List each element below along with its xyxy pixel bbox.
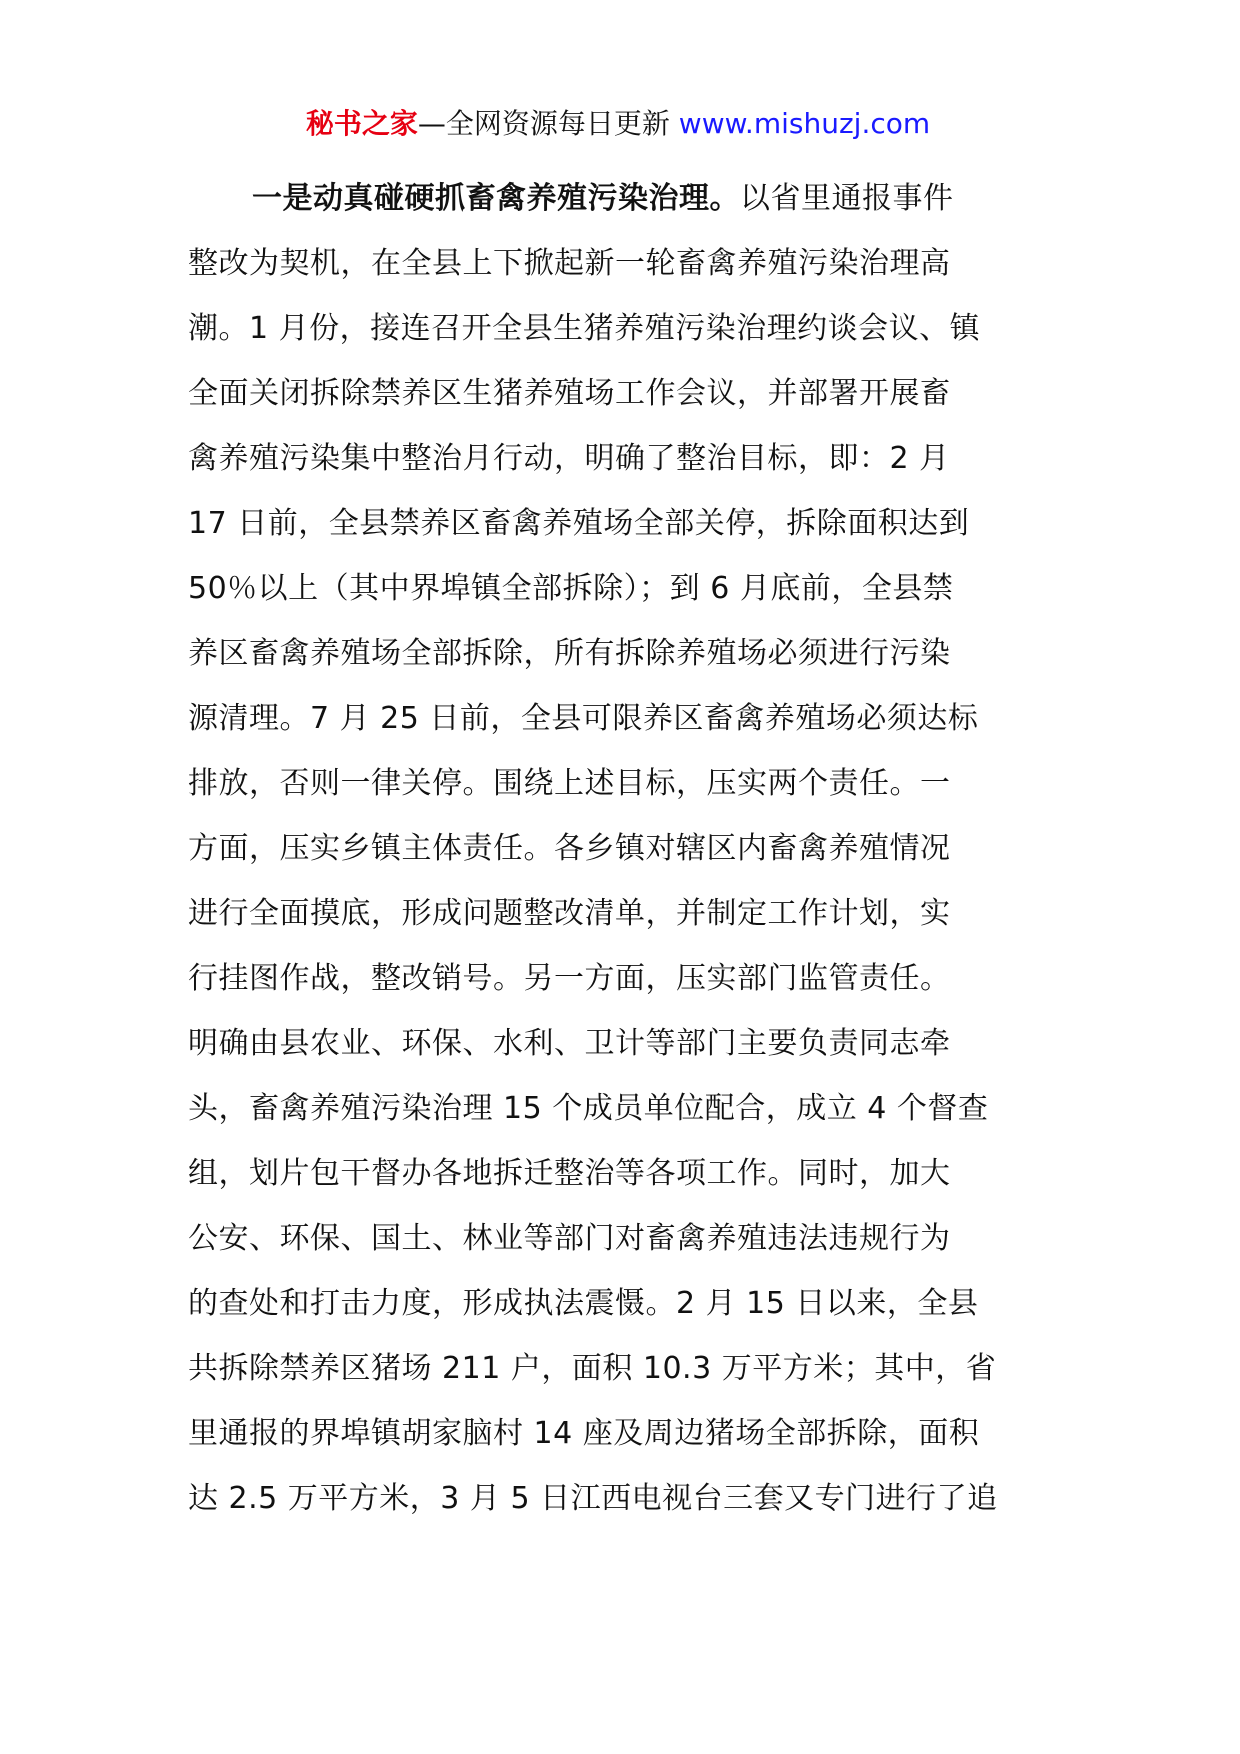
header-tagline: —全网资源每日更新: [417, 107, 670, 140]
paragraph-line: 达 2.5 万平方米，3 月 5 日江西电视台三套又专门进行了追: [188, 1481, 998, 1516]
paragraph-lead-heading: 一是动真碰硬抓畜禽养殖污染治理。: [252, 181, 740, 216]
paragraph-line: 方面，压实乡镇主体责任。各乡镇对辖区内畜禽养殖情况: [188, 831, 951, 866]
paragraph-line: 进行全面摸底，形成问题整改清单，并制定工作计划，实: [188, 896, 951, 931]
paragraph-line: 排放，否则一律关停。围绕上述目标，压实两个责任。一: [188, 766, 951, 801]
paragraph-line: 整改为契机，在全县上下掀起新一轮畜禽养殖污染治理高: [188, 246, 951, 281]
paragraph-line: 禽养殖污染集中整治月行动，明确了整治目标，即：2 月: [188, 441, 950, 476]
paragraph-line: 组，划片包干督办各地拆迁整治等各项工作。同时，加大: [188, 1156, 951, 1191]
paragraph-line: 明确由县农业、环保、水利、卫计等部门主要负责同志牵: [188, 1026, 951, 1061]
body-paragraph: [188, 166, 1056, 1531]
paragraph-line: 全面关闭拆除禁养区生猪养殖场工作会议，并部署开展畜: [188, 376, 951, 411]
site-url-link[interactable]: www.mishuzj.com: [678, 107, 931, 140]
paragraph-line: 公安、环保、国土、林业等部门对畜禽养殖违法违规行为: [188, 1221, 951, 1256]
paragraph-line: 源清理。7 月 25 日前，全县可限养区畜禽养殖场必须达标: [188, 701, 979, 736]
brand-name: 秘书之家: [305, 107, 418, 140]
paragraph-line: 里通报的界埠镇胡家脑村 14 座及周边猪场全部拆除，面积: [188, 1416, 980, 1451]
paragraph-line: 头，畜禽养殖污染治理 15 个成员单位配合，成立 4 个督查: [188, 1091, 989, 1126]
paragraph-line: 的查处和打击力度，形成执法震慑。2 月 15 日以来，全县: [188, 1286, 979, 1321]
paragraph-line: 17 日前，全县禁养区畜禽养殖场全部关停，拆除面积达到: [188, 506, 970, 541]
paragraph-line: 行挂图作战，整改销号。另一方面，压实部门监管责任。: [188, 961, 951, 996]
paragraph-line: 潮。1 月份，接连召开全县生猪养殖污染治理约谈会议、镇: [188, 311, 981, 346]
paragraph-line: 养区畜禽养殖场全部拆除，所有拆除养殖场必须进行污染: [188, 636, 951, 671]
paragraph-line-first: [188, 166, 1056, 231]
paragraph-line: 50％以上（其中界埠镇全部拆除）；到 6 月底前，全县禁: [188, 571, 954, 606]
paragraph-line-first-rest: 以省里通报事件: [740, 181, 954, 216]
site-header: [188, 102, 1048, 146]
paragraph-line: 共拆除禁养区猪场 211 户，面积 10.3 万平方米；其中，省: [188, 1351, 997, 1386]
